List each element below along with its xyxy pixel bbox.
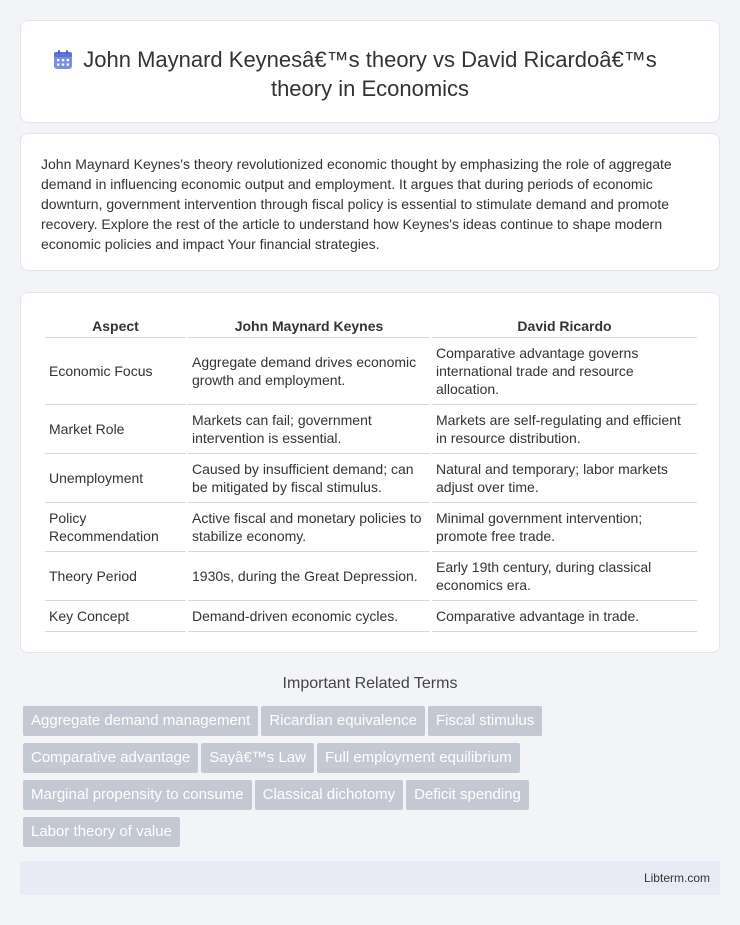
header-card (20, 20, 720, 123)
tag-comparative-advantage[interactable]: Comparative advantage (23, 743, 198, 773)
comparison-card (20, 292, 720, 653)
cell-aspect: Market Role (45, 405, 186, 454)
table-row (45, 338, 697, 405)
cell-keynes: Active fiscal and monetary policies to stabilize economy. (188, 503, 430, 552)
header-ricardo: David Ricardo (432, 315, 697, 338)
footer (20, 861, 720, 895)
tag-row (23, 817, 703, 854)
cell-keynes: Markets can fail; government intervention is essential. (188, 405, 430, 454)
cell-aspect: Theory Period (45, 552, 186, 601)
header-aspect: Aspect (45, 315, 186, 338)
cell-ricardo: Minimal government intervention; promote free trade. (432, 503, 697, 552)
tag-classical-dichotomy[interactable]: Classical dichotomy (255, 780, 404, 810)
tag-row (23, 780, 703, 817)
footer-site-link[interactable]: Libterm.com (643, 871, 710, 885)
tag-says-law[interactable]: Sayâ€™s Law (201, 743, 314, 773)
cell-aspect: Economic Focus (45, 338, 186, 405)
table-row (45, 552, 697, 601)
table-row (45, 405, 697, 454)
page-title (21, 45, 719, 103)
cell-ricardo: Markets are self-regulating and efficient in resource distribution. (432, 405, 697, 454)
tag-aggregate-demand-management[interactable]: Aggregate demand management (23, 706, 258, 736)
cell-keynes: Caused by insufficient demand; can be mitigated by fiscal stimulus. (188, 454, 430, 503)
cell-aspect: Unemployment (45, 454, 186, 503)
cell-ricardo: Natural and temporary; labor markets adjust over time. (432, 454, 697, 503)
tag-marginal-propensity-to-consume[interactable]: Marginal propensity to consume (23, 780, 252, 810)
tag-deficit-spending[interactable]: Deficit spending (406, 780, 529, 810)
tag-fiscal-stimulus[interactable]: Fiscal stimulus (428, 706, 542, 736)
cell-ricardo: Early 19th century, during classical economics era. (432, 552, 697, 601)
intro-card (20, 133, 720, 271)
cell-keynes: 1930s, during the Great Depression. (188, 552, 430, 601)
cell-ricardo: Comparative advantage governs international trade and resource allocation. (432, 338, 697, 405)
table-row (45, 601, 697, 632)
cell-keynes: Aggregate demand drives economic growth and employment. (188, 338, 430, 405)
tag-row (23, 706, 703, 743)
related-terms-list (23, 706, 703, 854)
table-row (45, 454, 697, 503)
cell-aspect: Policy Recommendation (45, 503, 186, 552)
tag-full-employment-equilibrium[interactable]: Full employment equilibrium (317, 743, 520, 773)
cell-aspect: Key Concept (45, 601, 186, 632)
cell-keynes: Demand-driven economic cycles. (188, 601, 430, 632)
header-keynes: John Maynard Keynes (188, 315, 430, 338)
related-terms-heading: Important Related Terms (282, 675, 458, 692)
tag-labor-theory-of-value[interactable]: Labor theory of value (23, 817, 180, 847)
comparison-table (43, 315, 699, 632)
tag-row (23, 743, 703, 780)
tag-ricardian-equivalence[interactable]: Ricardian equivalence (261, 706, 425, 736)
intro-paragraph: John Maynard Keynes's theory revolutionized economic thought by emphasizing the role of aggregate demand in influencing economic output and employment. It argues that during periods of economic downturn, government intervention through fiscal policy is essential to stimulate demand and promote recovery. Explore the rest of the article to understand how Keynes's ideas continue to shape modern economic policies and impact Your financial strategies. (41, 156, 672, 252)
title-line-1: John Maynard Keynesâ€™s theory vs David Ricardoâ€™s (83, 47, 657, 72)
table-row (45, 503, 697, 552)
cell-ricardo: Comparative advantage in trade. (432, 601, 697, 632)
table-header-row (45, 315, 697, 338)
title-line-2: theory in Economics (270, 76, 470, 101)
